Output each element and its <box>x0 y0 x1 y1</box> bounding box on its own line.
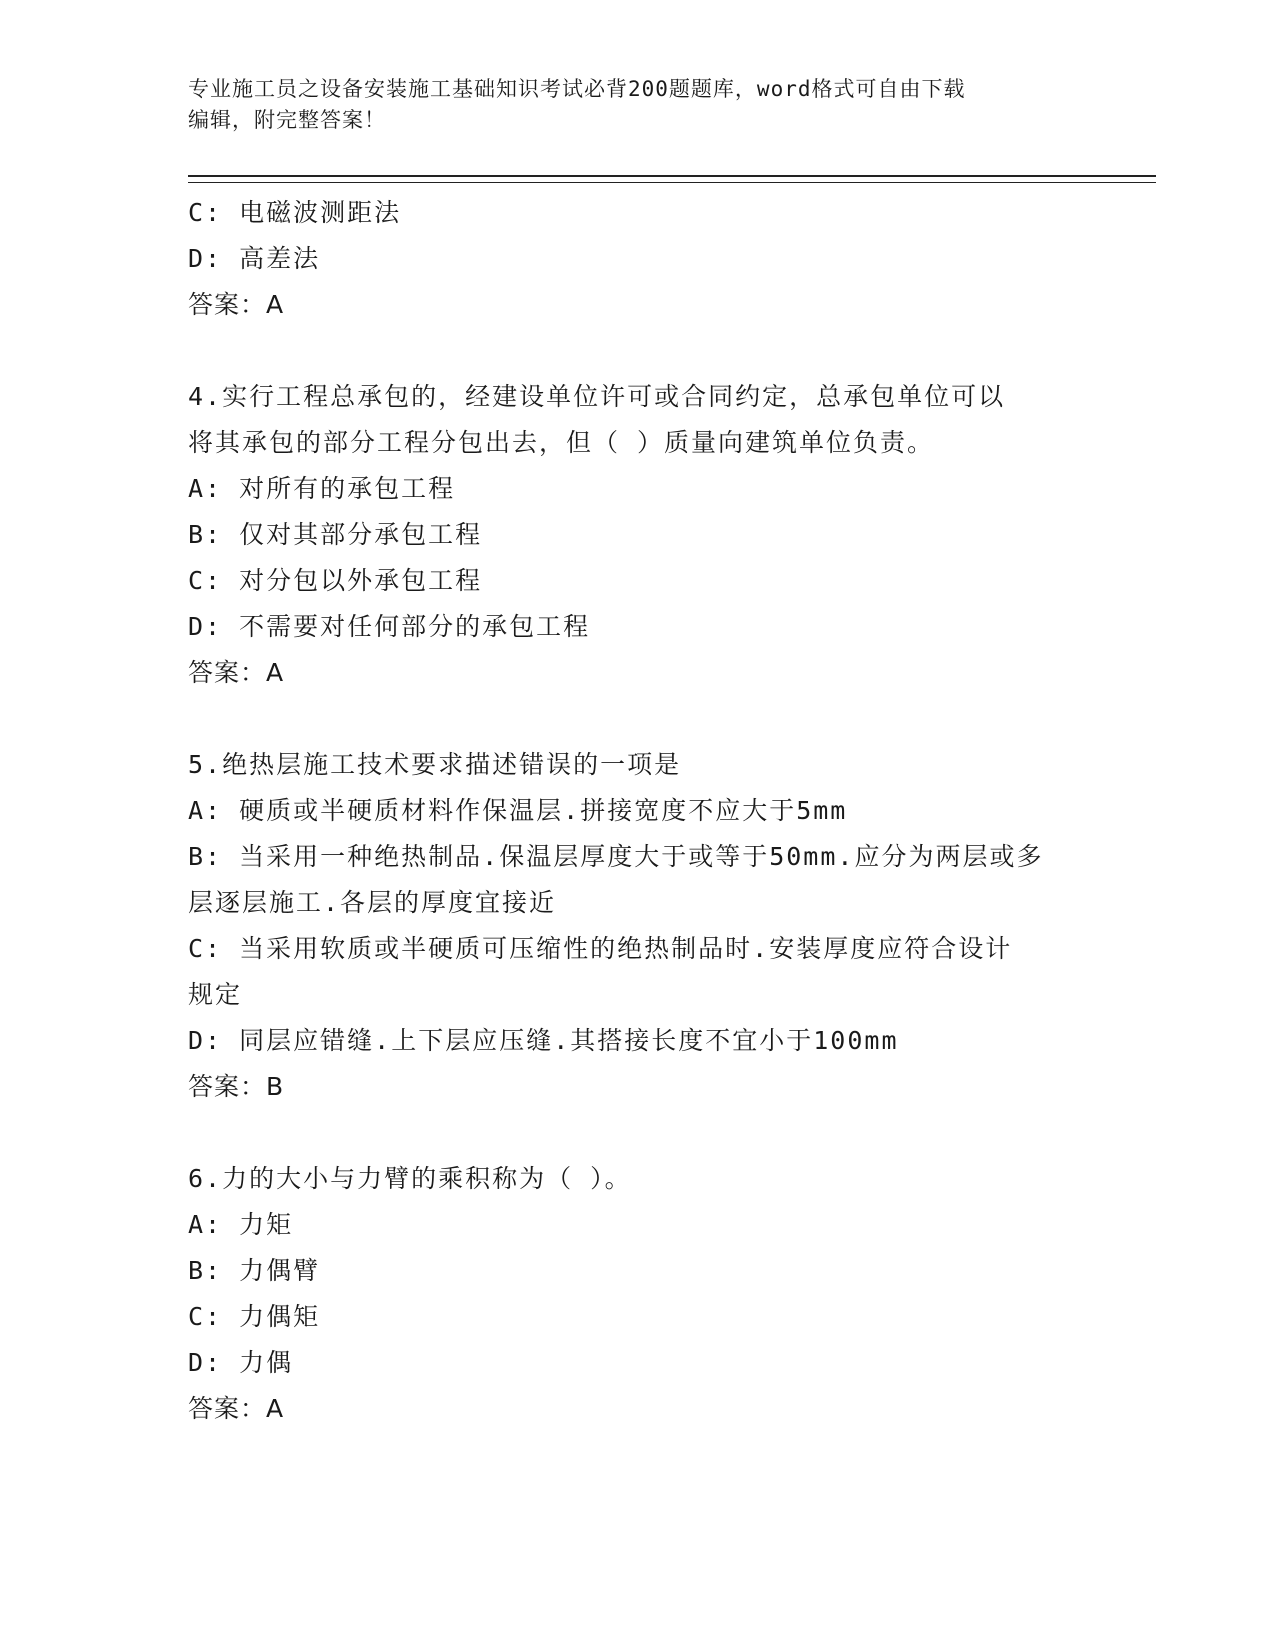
option-c: C: 电磁波测距法 <box>188 198 402 227</box>
option-d: D: 不需要对任何部分的承包工程 <box>188 612 591 641</box>
answer: 答案：A <box>188 1394 285 1423</box>
option-b: B: 仅对其部分承包工程 <box>188 520 483 549</box>
question-stem: 将其承包的部分工程分包出去，但（ ）质量向建筑单位负责。 <box>188 428 935 457</box>
answer: 答案：A <box>188 658 285 687</box>
option-c: C: 对分包以外承包工程 <box>188 566 483 595</box>
option-b-continued: 层逐层施工.各层的厚度宜接近 <box>188 888 557 917</box>
header-line-2: 编辑，附完整答案！ <box>188 108 386 132</box>
option-a: A: 力矩 <box>188 1210 294 1239</box>
question-5 <box>188 742 1088 1110</box>
option-b: B: 当采用一种绝热制品.保温层厚度大于或等于50mm.应分为两层或多 <box>188 842 1044 871</box>
option-d: D: 同层应错缝.上下层应压缝.其搭接长度不宜小于100mm <box>188 1026 899 1055</box>
header-divider <box>188 175 1156 177</box>
question-stem: 4.实行工程总承包的，经建设单位许可或合同约定，总承包单位可以 <box>188 382 1006 411</box>
header-line-1: 专业施工员之设备安装施工基础知识考试必背200题题库，word格式可自由下载 <box>188 77 966 101</box>
question-list <box>188 190 1088 1432</box>
question-3-partial <box>188 190 1088 328</box>
question-stem: 5.绝热层施工技术要求描述错误的一项是 <box>188 750 682 779</box>
answer: 答案：B <box>188 1072 285 1101</box>
option-b: B: 力偶臂 <box>188 1256 321 1285</box>
question-stem: 6.力的大小与力臂的乘积称为（ ）。 <box>188 1164 632 1193</box>
option-a: A: 对所有的承包工程 <box>188 474 456 503</box>
option-c: C: 力偶矩 <box>188 1302 321 1331</box>
option-c-continued: 规定 <box>188 980 243 1009</box>
option-d: D: 高差法 <box>188 244 321 273</box>
option-a: A: 硬质或半硬质材料作保温层.拼接宽度不应大于5mm <box>188 796 848 825</box>
header-divider-thin <box>188 182 1156 183</box>
document-header <box>188 74 1068 136</box>
option-c: C: 当采用软质或半硬质可压缩性的绝热制品时.安装厚度应符合设计 <box>188 934 1013 963</box>
answer: 答案：A <box>188 290 285 319</box>
question-4 <box>188 374 1088 696</box>
question-6 <box>188 1156 1088 1432</box>
option-d: D: 力偶 <box>188 1348 294 1377</box>
